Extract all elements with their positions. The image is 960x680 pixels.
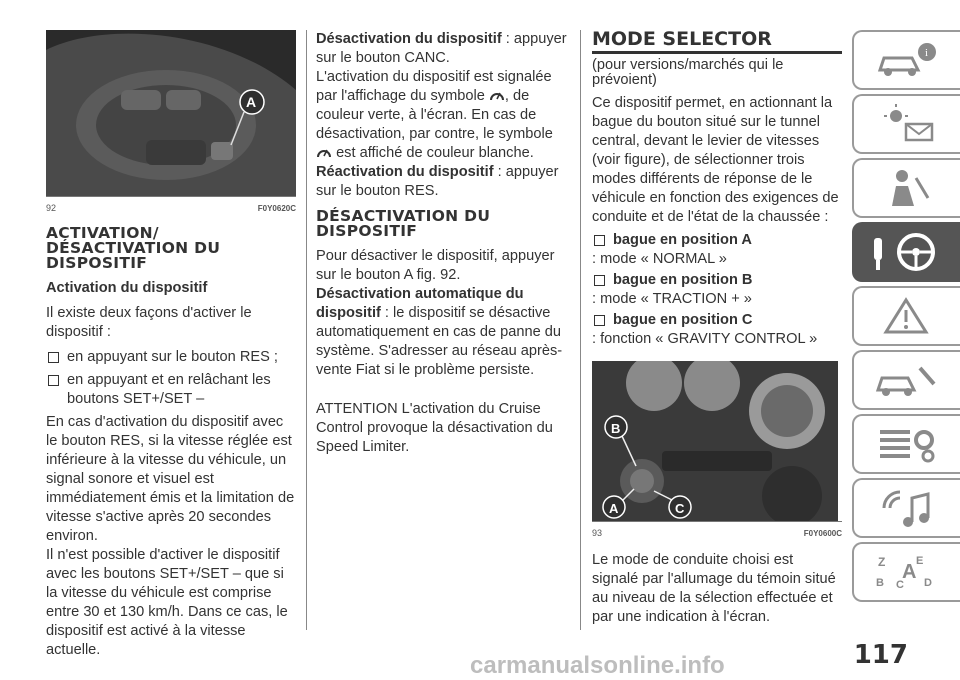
bold-term: bague en position C (613, 312, 753, 328)
tab-emergency[interactable] (852, 286, 960, 346)
tab-maintenance[interactable] (852, 350, 960, 410)
warning-paragraph: ATTENTION L'activation du Cruise Control provoque la désactivation du Speed Limiter. (316, 401, 553, 455)
bold-term: Désactivation automatique du dispositif (316, 286, 524, 321)
figure-93-mode-selector (592, 361, 838, 521)
list-item-text: en appuyant sur le bouton RES ; (67, 349, 278, 365)
text: : appuyer sur le bouton CANC. (316, 31, 567, 66)
bold-term: bague en position B (613, 272, 753, 288)
page-title: MODE SELECTOR (592, 30, 842, 54)
car-info-icon (872, 40, 942, 80)
paragraph: Le mode de conduite choisi est signalé par l'allumage du témoin situé au niveau de la sélection effectuée et par une indication à l'écran. (592, 552, 836, 625)
list-item (592, 271, 842, 309)
paragraph: Il existe deux façons d'activer le dispositif : (46, 305, 252, 340)
svg-text:Z: Z (878, 555, 886, 569)
text: : le dispositif se désactive automatiquement en cas de panne du système. S'adresser au réseau après-vente Fiat si le problème persiste. (316, 305, 563, 378)
svg-text:A: A (902, 561, 917, 583)
warning-triangle-icon (872, 296, 942, 336)
text: L'activation du dispositif est signalée par l'affichage du symbole (316, 69, 552, 104)
callout-b: B (611, 421, 621, 436)
checkbox-bullet-icon (48, 375, 59, 386)
seat-airbag-icon (872, 168, 942, 208)
list-item-text: en appuyant et en relâchant les boutons SET+/SET – (67, 372, 271, 407)
column-2 (316, 30, 572, 463)
tab-multimedia[interactable] (852, 478, 960, 538)
callout-a: A (609, 501, 619, 516)
paragraph: Il n'est possible d'activer le dispositif avec les boutons SET+/SET – que si la vitesse du véhicule est comprise entre 30 et 130 km/h. Dans ce cas, le dispositif est activé à la vitesse actuelle. (46, 547, 288, 658)
paragraph (316, 163, 572, 201)
callout-a: A (246, 94, 257, 110)
tab-car-info[interactable] (852, 30, 960, 90)
paragraph: Ce dispositif permet, en actionnant la bague du bouton situé sur le tunnel central, devant le levier de vitesses (voir figure), de sélectionner trois modes différents de réponse de le véhicule en fonction des exigences de conduite et de l'état de la chaussée : (592, 95, 839, 225)
figure-code: F0Y0600C (803, 529, 842, 538)
checkbox-bullet-icon (594, 315, 605, 326)
column-divider (306, 30, 307, 630)
tab-index[interactable] (852, 542, 960, 602)
subheading: Activation du dispositif (46, 280, 208, 296)
svg-text:E: E (916, 555, 924, 567)
list-item (46, 371, 296, 409)
bold-term: Désactivation du dispositif (316, 31, 502, 47)
figure-number: 93 (592, 528, 603, 538)
figure-caption (592, 521, 842, 543)
column-1 (46, 30, 296, 666)
section-heading: DÉSACTIVATION DU DISPOSITIF (316, 207, 491, 240)
tab-starting-driving-active[interactable] (852, 222, 960, 282)
list-item-text: : fonction « GRAVITY CONTROL » (592, 331, 818, 347)
paragraph: Pour désactiver le dispositif, appuyer sur le bouton A fig. 92. (316, 248, 555, 283)
steering-wheel-key-icon (866, 230, 946, 274)
speed-limiter-icon (489, 88, 505, 102)
column-3 (592, 30, 842, 633)
chapter-sidebar (852, 30, 960, 606)
list-item (592, 231, 842, 269)
tab-safety[interactable] (852, 158, 960, 218)
figure-code: F0Y0620C (257, 204, 296, 213)
checkbox-bullet-icon (48, 352, 59, 363)
paragraph (316, 285, 572, 380)
svg-text:C: C (896, 579, 904, 591)
warning-lights-icon (872, 104, 942, 144)
figure-92-steering-wheel (46, 30, 296, 196)
paragraph: En cas d'activation du dispositif avec le bouton RES, si la vitesse réglée est inférieure à la vitesse du véhicule, un signal sonore et visuel est immédiatement émis et la limitation de vitesse s'active après 20 secondes environ. (46, 414, 295, 544)
text: est affiché de couleur blanche. (336, 145, 534, 161)
svg-text:B: B (876, 577, 884, 589)
list-item (46, 348, 296, 367)
text: , de couleur verte, à l'écran. En cas de désactivation, par contre, le symbole (316, 88, 553, 142)
figure-number: 92 (46, 203, 57, 213)
text: : appuyer sur le bouton RES. (316, 164, 559, 199)
multimedia-icon (872, 488, 942, 528)
tab-technical-specs[interactable] (852, 414, 960, 474)
page-number: 117 (853, 640, 908, 670)
list-item-text: : mode « TRACTION + » (592, 291, 752, 307)
checkbox-bullet-icon (594, 275, 605, 286)
car-wrench-icon (872, 360, 942, 400)
checkbox-bullet-icon (594, 235, 605, 246)
bold-term: bague en position A (613, 232, 752, 248)
paragraph (316, 68, 572, 163)
subtitle: (pour versions/marchés qui le prévoient) (592, 57, 784, 88)
paragraph (316, 30, 572, 68)
spec-gears-icon (872, 424, 942, 464)
tab-warning-lights[interactable] (852, 94, 960, 154)
speed-limiter-icon (316, 145, 332, 159)
watermark: carmanualsonline.info (470, 652, 725, 679)
svg-text:i: i (925, 47, 929, 59)
list-item (592, 311, 842, 349)
callout-c: C (675, 501, 685, 516)
column-divider (580, 30, 581, 630)
alphabetical-index-icon (872, 552, 942, 592)
section-heading: ACTIVATION/ DÉSACTIVATION DU DISPOSITIF (46, 224, 221, 272)
list-item-text: : mode « NORMAL » (592, 251, 727, 267)
figure-caption (46, 196, 296, 218)
svg-text:D: D (924, 577, 932, 589)
bold-term: Réactivation du dispositif (316, 164, 494, 180)
